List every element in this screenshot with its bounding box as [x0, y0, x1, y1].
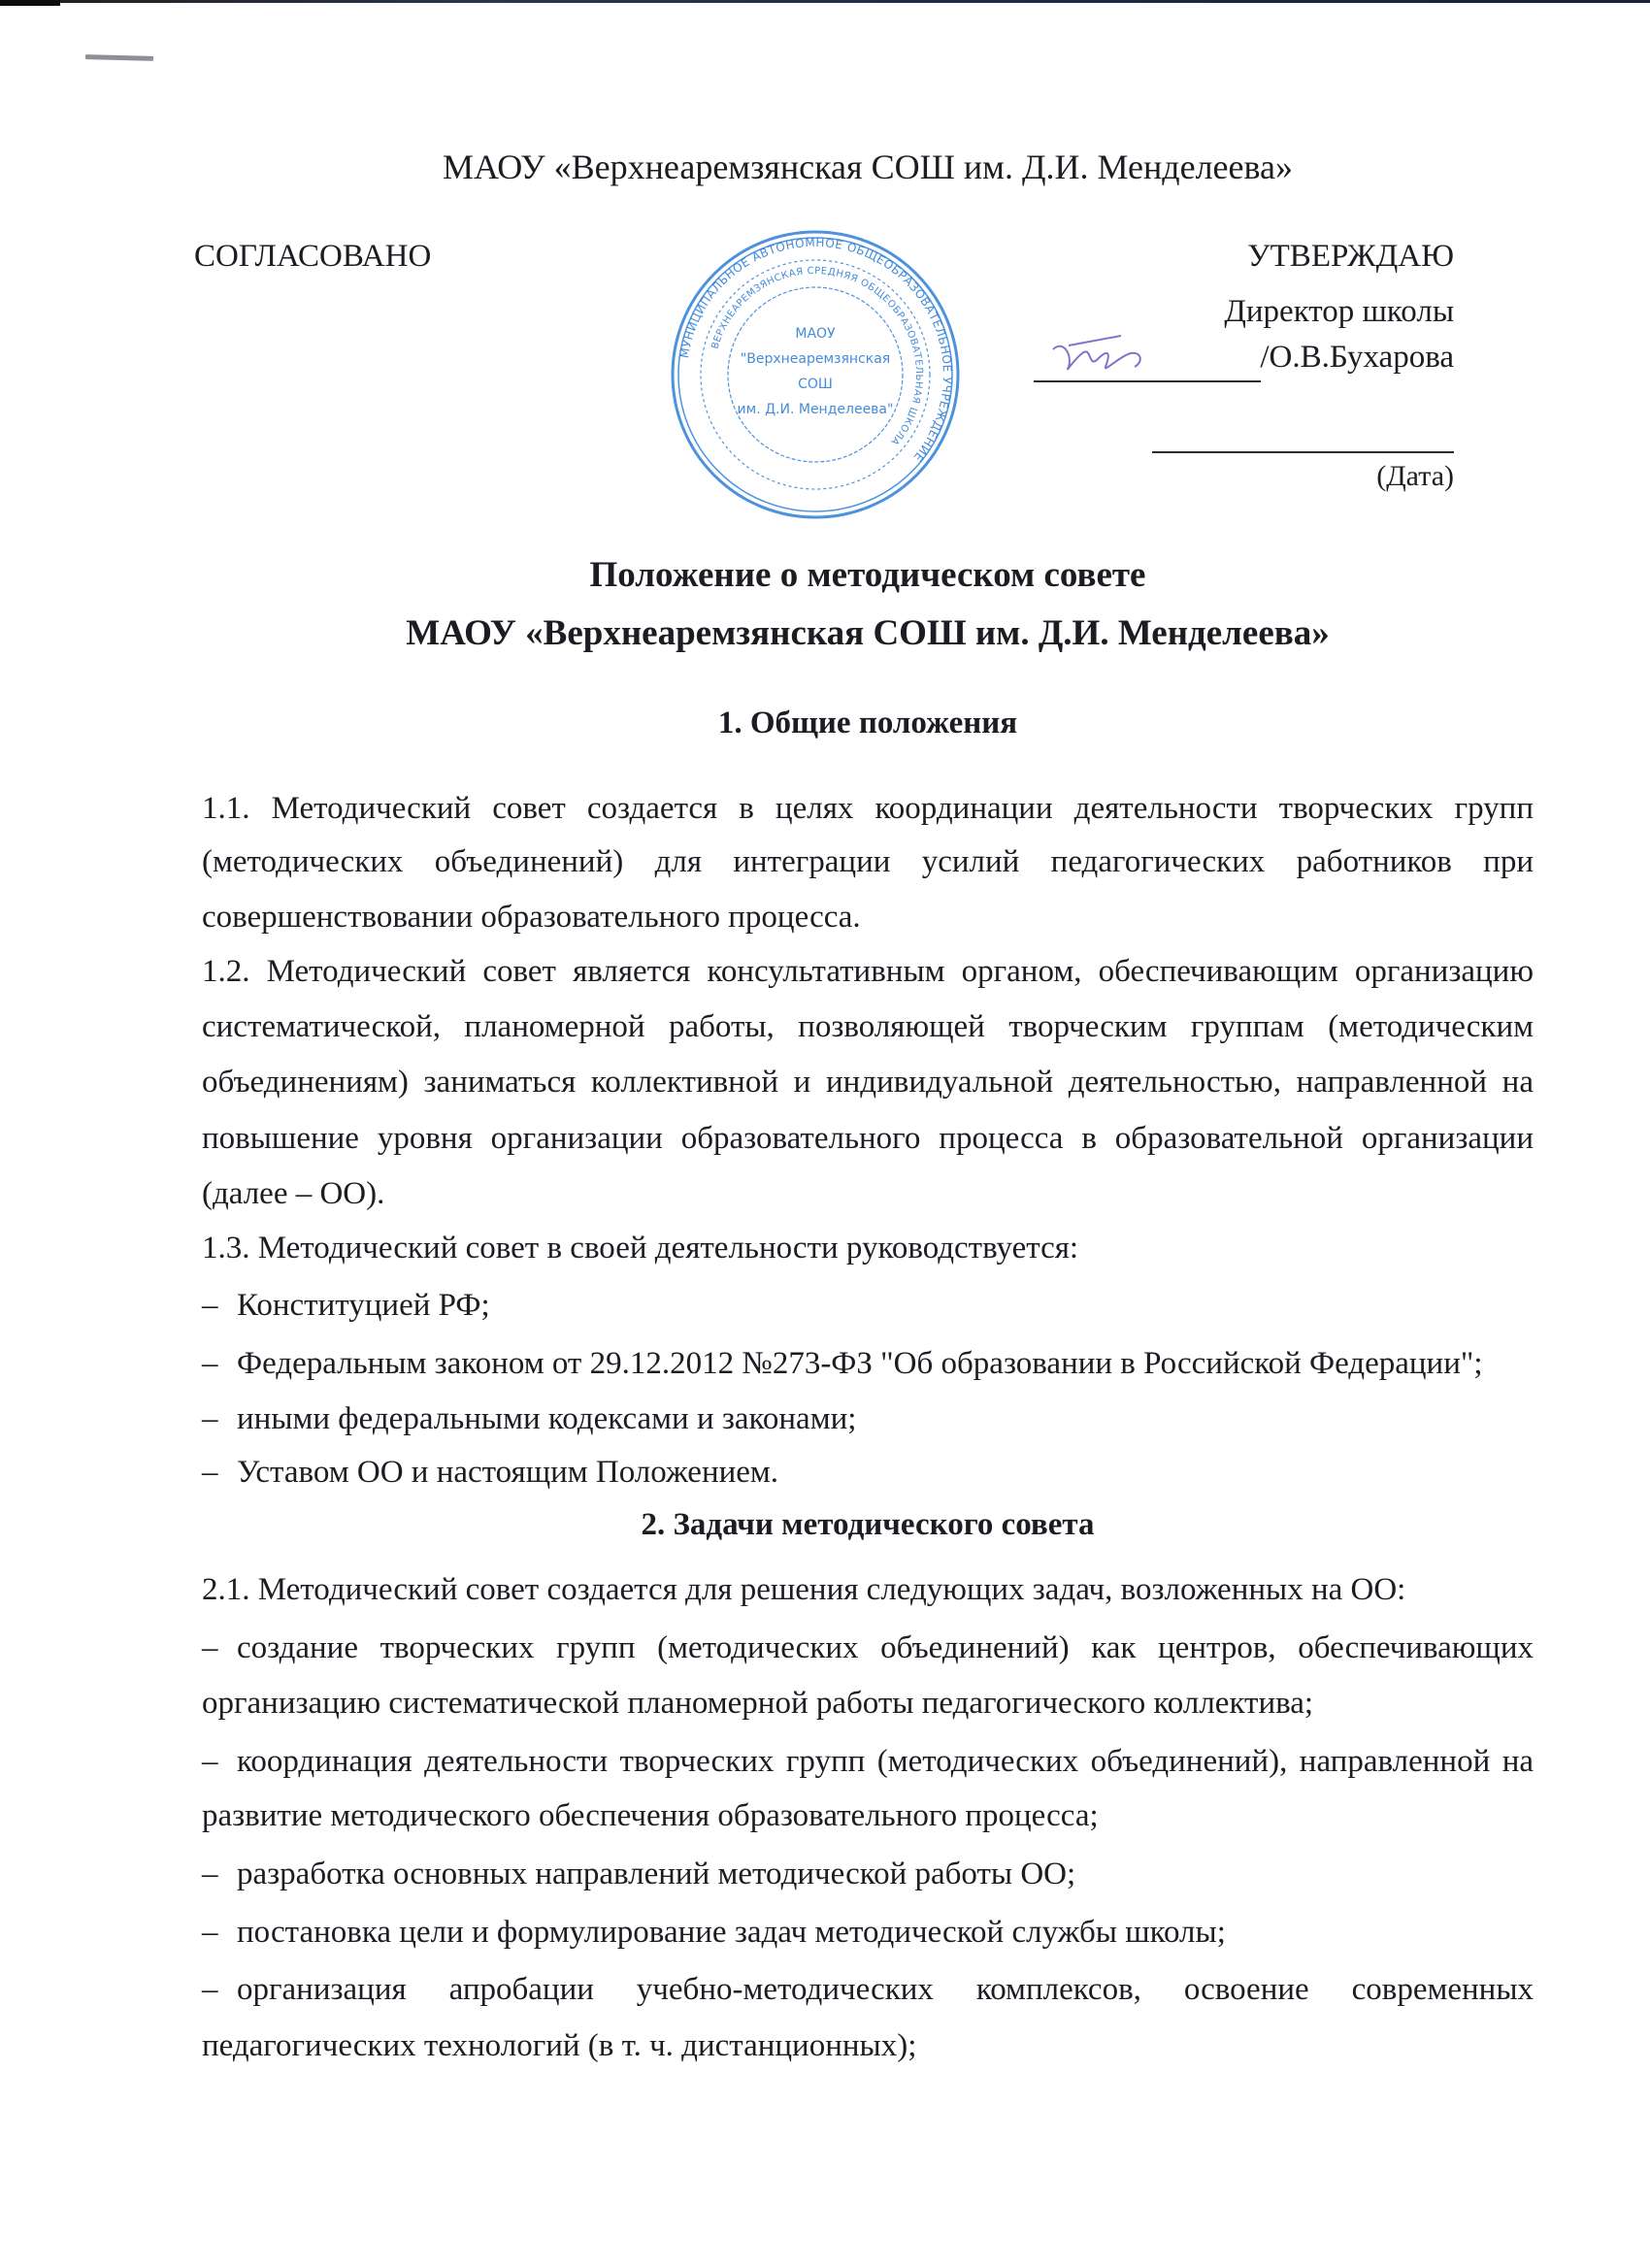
director-name: /О.В.Бухарова: [1260, 340, 1454, 375]
list-bullet: –: [202, 1288, 218, 1323]
seal-outer-text: МУНИЦИПАЛЬНОЕ АВТОНОМНОЕ ОБЩЕОБРАЗОВАТЕЛЬНОЕ УЧРЕЖДЕНИЕ: [677, 235, 955, 465]
seal-center-line-4: им. Д.И. Менделеева": [737, 402, 894, 417]
paragraph-1-2-line: систематической, планомерной работы, позволяющей творческим группам (методическим: [202, 1009, 1534, 1044]
seal-center-line-2: "Верхнеаремзянская: [740, 351, 891, 367]
paragraph-1-3: 1.3. Методический совет в своей деятельности руководствуется:: [202, 1231, 1079, 1265]
task-item-continuation: педагогических технологий (в т. ч. дистанционных);: [202, 2028, 917, 2063]
paragraph-1-2-line: повышение уровня организации образовательного процесса в образовательной организации: [202, 1121, 1534, 1156]
paragraph-1-2-line: объединениям) заниматься коллективной и индивидуальной деятельностью, направленной на: [202, 1065, 1534, 1100]
task-item-first-line: координация деятельности творческих групп (методических объединений), направленной на: [237, 1744, 1534, 1779]
seal-center-line-1: МАОУ: [795, 326, 836, 342]
list-bullet: –: [202, 1857, 218, 1891]
scan-mark: [85, 54, 153, 61]
section-2-heading: 2. Задачи методического совета: [641, 1507, 1095, 1542]
task-item-continuation: развитие методического обеспечения образовательного процесса;: [202, 1798, 1099, 1833]
paragraph-2-1: 2.1. Методический совет создается для решения следующих задач, возложенных на ОО:: [202, 1572, 1406, 1607]
list-item: иными федеральными кодексами и законами;: [237, 1401, 857, 1436]
document-subtitle: МАОУ «Верхнеаремзянская СОШ им. Д.И. Менделеева»: [406, 613, 1330, 653]
task-item-continuation: организацию систематической планомерной работы педагогического коллектива;: [202, 1686, 1314, 1721]
paragraph-1-2-line: (далее – ОО).: [202, 1176, 385, 1211]
date-line: [1152, 451, 1454, 453]
task-item-first-line: создание творческих групп (методических объединений) как центров, обеспечивающих: [237, 1630, 1534, 1665]
task-item-first-line: организация апробации учебно-методических комплексов, освоение современных: [237, 1972, 1534, 2007]
list-item: Конституцией РФ;: [237, 1288, 490, 1323]
date-label: (Дата): [1376, 460, 1454, 492]
list-item: Уставом ОО и настоящим Положением.: [237, 1455, 779, 1490]
list-bullet: –: [202, 1744, 218, 1779]
paragraph-1-1-line: (методических объединений) для интеграции усилий педагогических работников при: [202, 844, 1534, 879]
list-bullet: –: [202, 1401, 218, 1436]
list-bullet: –: [202, 1915, 218, 1950]
list-item: Федеральным законом от 29.12.2012 №273-ФЗ "Об образовании в Российской Федерации";: [237, 1346, 1483, 1381]
list-bullet: –: [202, 1972, 218, 2007]
list-bullet: –: [202, 1455, 218, 1490]
signature-line: [1034, 380, 1261, 382]
task-item: постановка цели и формулирование задач методической службы школы;: [237, 1915, 1226, 1950]
scan-edge-top: [0, 0, 1650, 3]
task-item: разработка основных направлений методической работы ОО;: [237, 1857, 1076, 1891]
director-position: Директор школы: [1224, 294, 1454, 329]
document-title: Положение о методическом совете: [589, 555, 1146, 595]
institution-header: МАОУ «Верхнеаремзянская СОШ им. Д.И. Менделеева»: [442, 148, 1294, 186]
paragraph-1-1-line: 1.1. Методический совет создается в целях координации деятельности творческих групп: [202, 791, 1534, 826]
seal-center-line-3: СОШ: [798, 377, 833, 392]
approved-label: УТВЕРЖДАЮ: [1247, 239, 1454, 274]
seal-inner-text: ВЕРХНЕАРЕМЗЯНСКАЯ СРЕДНЯЯ ОБЩЕОБРАЗОВАТЕЛЬНАЯ ШКОЛА: [710, 265, 925, 447]
scan-edge-corner: [0, 0, 60, 6]
school-seal: [670, 229, 961, 520]
section-1-heading: 1. Общие положения: [717, 706, 1018, 740]
list-bullet: –: [202, 1630, 218, 1665]
agreed-label: СОГЛАСОВАНО: [194, 239, 432, 274]
list-bullet: –: [202, 1346, 218, 1381]
paragraph-1-1-line: совершенствовании образовательного процесса.: [202, 900, 861, 935]
handwritten-signature: [1043, 311, 1189, 378]
paragraph-1-2-line: 1.2. Методический совет является консультативным органом, обеспечивающим организацию: [202, 954, 1534, 989]
